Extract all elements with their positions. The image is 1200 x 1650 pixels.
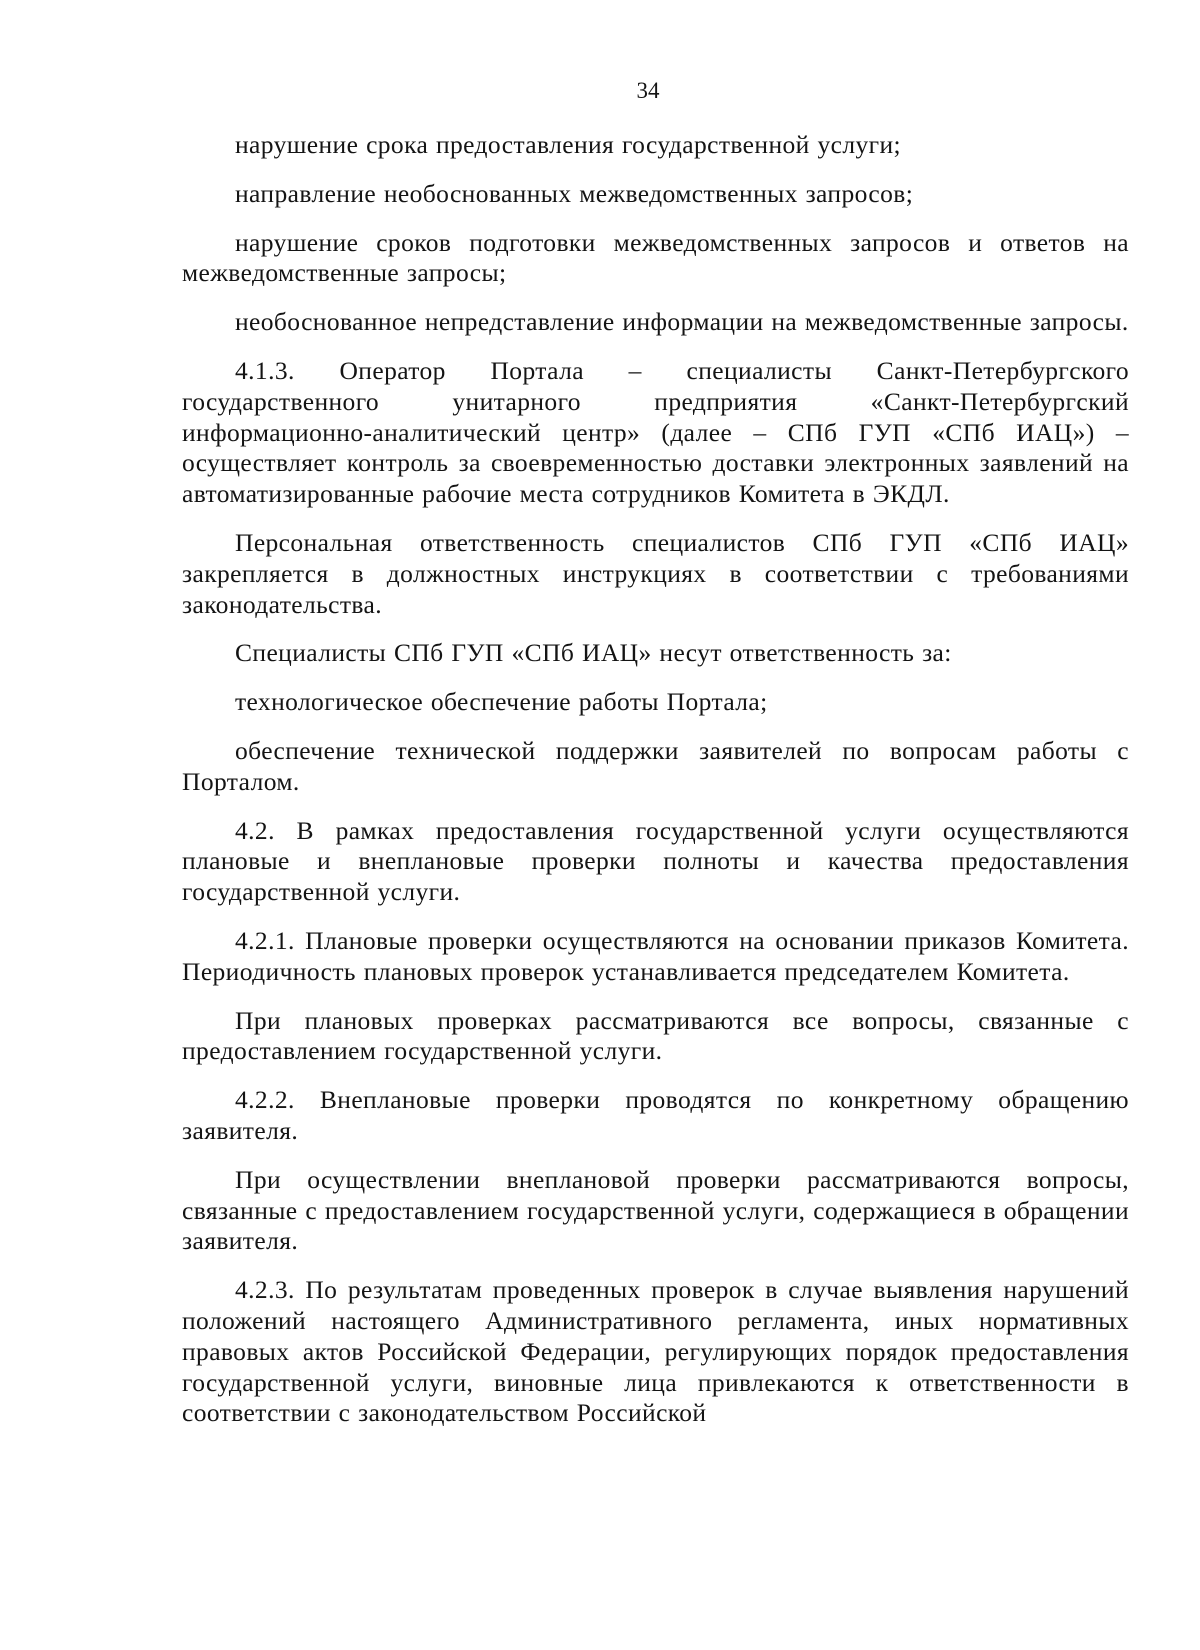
paragraph-unplanned-checks: При осуществлении внеплановой проверки рассматриваются вопросы, связанные с предоставлением государственной услуги, содержащиеся в обращении заявителя. (182, 1164, 1129, 1256)
paragraph-4-2: 4.2. В рамках предоставления государственной услуги осуществляются плановые и внеплановые проверки полноты и качества предоставления государственной услуги. (182, 815, 1129, 907)
paragraph-2: направление необоснованных межведомственных запросов; (235, 178, 914, 208)
paragraph-4-2-1: 4.2.1. Плановые проверки осуществляются на основании приказов Комитета. Периодичность плановых проверок устанавливается председателем Комитета. (182, 925, 1129, 986)
paragraph-applicant-support: обеспечение технической поддержки заявителей по вопросам работы с Порталом. (182, 735, 1129, 796)
paragraph-4-2-3: 4.2.3. По результатам проведенных проверок в случае выявления нарушений положений настоящего Административного регламента, иных нормативных правовых актов Российской Федерации, регулирующих порядок предоставления государственной услуги, виновные лица привлекаются к ответственности в соответствии с законодательством Российской (182, 1275, 1129, 1428)
paragraph-4: необоснованное непредставление информации на межведомственные запросы. (235, 307, 1129, 337)
paragraph-planned-checks: При плановых проверках рассматриваются все вопросы, связанные с предоставлением государственной услуги. (182, 1005, 1129, 1066)
document-body (182, 130, 1129, 1447)
paragraph-3: нарушение сроков подготовки межведомственных запросов и ответов на межведомственные запросы; (182, 227, 1129, 288)
paragraph-4-1-3: 4.1.3. Оператор Портала – специалисты Санкт-Петербургского государственного унитарного предприятия «Санкт-Петербургский информационно-аналитический центр» (далее – СПб ГУП «СПб ИАЦ») – осуществляет контроль за своевременностью доставки электронных заявлений на автоматизированные рабочие места сотрудников Комитета в ЭКДЛ. (182, 355, 1129, 509)
paragraph-4-2-2: 4.2.2. Внеплановые проверки проводятся по конкретному обращению заявителя. (182, 1085, 1129, 1145)
paragraph-tech-support-portal: технологическое обеспечение работы Портала; (235, 687, 768, 717)
paragraph-personal-responsibility: Персональная ответственность специалистов СПб ГУП «СПб ИАЦ» закрепляется в должностных инструкциях в соответствии с требованиями законодательства. (182, 527, 1129, 619)
page-number: 34 (636, 78, 660, 103)
paragraph-1: нарушение срока предоставления государственной услуги; (235, 130, 902, 159)
paragraph-specialists-responsible: Специалисты СПб ГУП «СПб ИАЦ» несут ответственность за: (235, 638, 952, 668)
